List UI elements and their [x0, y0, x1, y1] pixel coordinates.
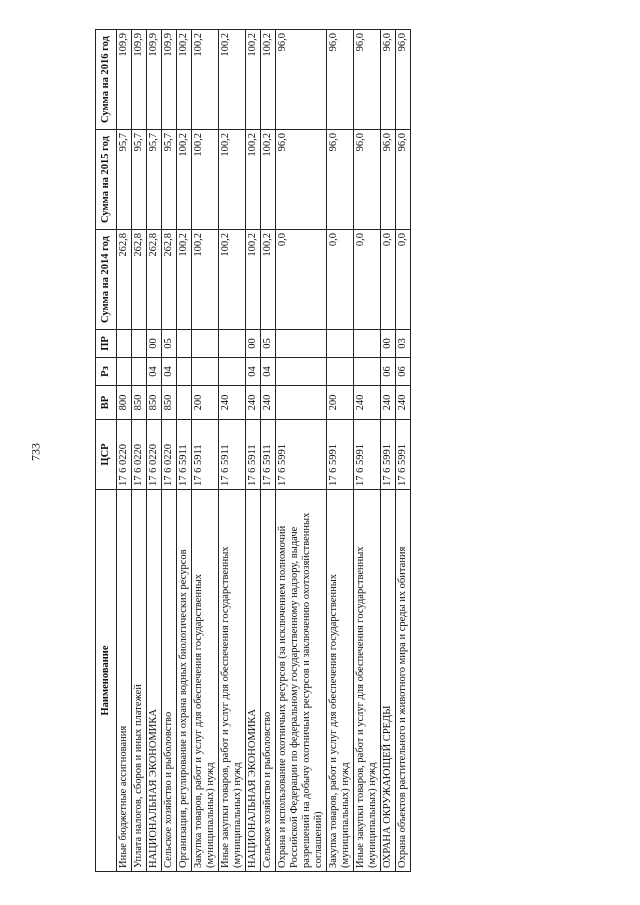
header-row — [96, 30, 117, 872]
cell-vr: 200 — [327, 386, 354, 420]
cell-vr: 240 — [246, 386, 261, 420]
cell-vr: 850 — [162, 386, 177, 420]
cell-2015: 95,7 — [117, 130, 132, 230]
cell-2014: 262,8 — [132, 230, 147, 330]
cell-2015: 96,0 — [396, 130, 411, 230]
cell-rz — [117, 358, 132, 386]
cell-rz — [192, 358, 219, 386]
cell-pr — [354, 330, 381, 358]
header-rz: Рз — [96, 358, 117, 386]
cell-pr: 05 — [261, 330, 276, 358]
cell-2015: 100,2 — [192, 130, 219, 230]
cell-vr — [177, 386, 192, 420]
cell-2015: 100,2 — [177, 130, 192, 230]
header-2014: Сумма на 2014 год — [96, 230, 117, 330]
cell-name: Охрана и использование охотничьих ресурсов (за исключением полномочий Российской Федерации по федеральному государственному надзору, выдаче разрешений на добычу охотничьих ресурсов и заключению охотхозяйственных соглашений) — [276, 490, 327, 872]
cell-2016: 100,2 — [192, 30, 219, 130]
cell-2016: 96,0 — [354, 30, 381, 130]
cell-2015: 95,7 — [147, 130, 162, 230]
cell-vr: 240 — [261, 386, 276, 420]
cell-name: Иные закупки товаров, работ и услуг для обеспечения государственных (муниципальных) нужд — [354, 490, 381, 872]
cell-name: Организация, регулирование и охрана водных биологических ресурсов — [177, 490, 192, 872]
cell-2014: 100,2 — [192, 230, 219, 330]
cell-name: Сельское хозяйство и рыболовство — [261, 490, 276, 872]
cell-pr — [132, 330, 147, 358]
cell-rz — [132, 358, 147, 386]
cell-rz: 06 — [381, 358, 396, 386]
cell-2016: 100,2 — [177, 30, 192, 130]
table-row — [132, 30, 147, 872]
cell-name: НАЦИОНАЛЬНАЯ ЭКОНОМИКА — [246, 490, 261, 872]
table-row — [246, 30, 261, 872]
cell-2015: 100,2 — [246, 130, 261, 230]
table-row — [261, 30, 276, 872]
cell-2016: 109,9 — [162, 30, 177, 130]
header-name: Наименование — [96, 490, 117, 872]
table-row — [219, 30, 246, 872]
cell-2016: 100,2 — [219, 30, 246, 130]
cell-2015: 95,7 — [132, 130, 147, 230]
cell-rz: 06 — [396, 358, 411, 386]
cell-2014: 0,0 — [276, 230, 327, 330]
header-csr: ЦСР — [96, 420, 117, 490]
header-2015: Сумма на 2015 год — [96, 130, 117, 230]
cell-csr: 17 6 5911 — [246, 420, 261, 490]
cell-pr: 05 — [162, 330, 177, 358]
cell-csr: 17 6 5911 — [192, 420, 219, 490]
table-row — [354, 30, 381, 872]
cell-pr — [117, 330, 132, 358]
cell-vr: 240 — [396, 386, 411, 420]
cell-2015: 96,0 — [327, 130, 354, 230]
cell-csr: 17 6 0220 — [162, 420, 177, 490]
cell-pr — [327, 330, 354, 358]
cell-vr: 800 — [117, 386, 132, 420]
cell-2015: 100,2 — [219, 130, 246, 230]
budget-table — [95, 29, 411, 872]
cell-vr: 240 — [219, 386, 246, 420]
cell-pr: 00 — [147, 330, 162, 358]
cell-pr — [177, 330, 192, 358]
cell-rz — [219, 358, 246, 386]
cell-2015: 96,0 — [354, 130, 381, 230]
cell-2016: 96,0 — [396, 30, 411, 130]
cell-csr: 17 6 5991 — [396, 420, 411, 490]
cell-2016: 109,9 — [132, 30, 147, 130]
table-row — [327, 30, 354, 872]
cell-2014: 0,0 — [354, 230, 381, 330]
cell-vr: 850 — [132, 386, 147, 420]
cell-rz — [276, 358, 327, 386]
cell-name: Иные бюджетные ассигнования — [117, 490, 132, 872]
cell-2014: 262,8 — [162, 230, 177, 330]
header-vr: ВР — [96, 386, 117, 420]
cell-rz: 04 — [261, 358, 276, 386]
cell-name: Закупка товаров, работ и услуг для обеспечения государственных (муниципальных) нужд — [327, 490, 354, 872]
cell-pr — [276, 330, 327, 358]
cell-rz — [354, 358, 381, 386]
cell-csr: 17 6 5911 — [261, 420, 276, 490]
cell-pr: 00 — [246, 330, 261, 358]
table-row — [381, 30, 396, 872]
cell-vr: 240 — [354, 386, 381, 420]
cell-vr: 850 — [147, 386, 162, 420]
cell-name: НАЦИОНАЛЬНАЯ ЭКОНОМИКА — [147, 490, 162, 872]
cell-2014: 0,0 — [327, 230, 354, 330]
cell-csr: 17 6 5991 — [354, 420, 381, 490]
cell-2016: 100,2 — [261, 30, 276, 130]
cell-rz — [177, 358, 192, 386]
table-row — [177, 30, 192, 872]
cell-rz: 04 — [246, 358, 261, 386]
cell-name: ОХРАНА ОКРУЖАЮЩЕЙ СРЕДЫ — [381, 490, 396, 872]
cell-name: Иные закупки товаров, работ и услуг для обеспечения государственных (муниципальных) нужд — [219, 490, 246, 872]
cell-csr: 17 6 0220 — [132, 420, 147, 490]
cell-csr: 17 6 5991 — [381, 420, 396, 490]
cell-csr: 17 6 5911 — [219, 420, 246, 490]
cell-pr: 03 — [396, 330, 411, 358]
table-row — [276, 30, 327, 872]
table-row — [192, 30, 219, 872]
cell-2014: 100,2 — [219, 230, 246, 330]
cell-pr — [192, 330, 219, 358]
cell-2014: 100,2 — [246, 230, 261, 330]
cell-2016: 96,0 — [381, 30, 396, 130]
cell-2014: 0,0 — [381, 230, 396, 330]
cell-2014: 0,0 — [396, 230, 411, 330]
cell-2015: 95,7 — [162, 130, 177, 230]
rotated-table-container — [95, 30, 470, 872]
cell-rz: 04 — [147, 358, 162, 386]
cell-vr: 200 — [192, 386, 219, 420]
cell-rz — [327, 358, 354, 386]
header-2016: Сумма на 2016 год — [96, 30, 117, 130]
cell-2014: 262,8 — [117, 230, 132, 330]
cell-2016: 109,9 — [147, 30, 162, 130]
cell-2014: 100,2 — [177, 230, 192, 330]
cell-csr: 17 6 0220 — [147, 420, 162, 490]
cell-csr: 17 6 5911 — [177, 420, 192, 490]
table-body — [117, 30, 411, 872]
cell-name: Сельское хозяйство и рыболовство — [162, 490, 177, 872]
cell-vr — [276, 386, 327, 420]
cell-csr: 17 6 5991 — [276, 420, 327, 490]
cell-2016: 96,0 — [276, 30, 327, 130]
cell-csr: 17 6 5991 — [327, 420, 354, 490]
cell-2016: 96,0 — [327, 30, 354, 130]
cell-2016: 100,2 — [246, 30, 261, 130]
table-row — [117, 30, 132, 872]
table-row — [162, 30, 177, 872]
cell-csr: 17 6 0220 — [117, 420, 132, 490]
cell-2015: 100,2 — [261, 130, 276, 230]
cell-2015: 96,0 — [381, 130, 396, 230]
cell-rz: 04 — [162, 358, 177, 386]
cell-name: Охрана объектов растительного и животного мира и среды их обитания — [396, 490, 411, 872]
page-number: 733 — [28, 443, 43, 461]
cell-vr: 240 — [381, 386, 396, 420]
cell-name: Уплата налогов, сборов и иных платежей — [132, 490, 147, 872]
cell-name: Закупка товаров, работ и услуг для обеспечения государственных (муниципальных) нужд — [192, 490, 219, 872]
cell-pr — [219, 330, 246, 358]
table-row — [396, 30, 411, 872]
cell-pr: 00 — [381, 330, 396, 358]
header-pr: ПР — [96, 330, 117, 358]
cell-2015: 96,0 — [276, 130, 327, 230]
table-row — [147, 30, 162, 872]
cell-2014: 262,8 — [147, 230, 162, 330]
cell-2016: 109,9 — [117, 30, 132, 130]
cell-2014: 100,2 — [261, 230, 276, 330]
